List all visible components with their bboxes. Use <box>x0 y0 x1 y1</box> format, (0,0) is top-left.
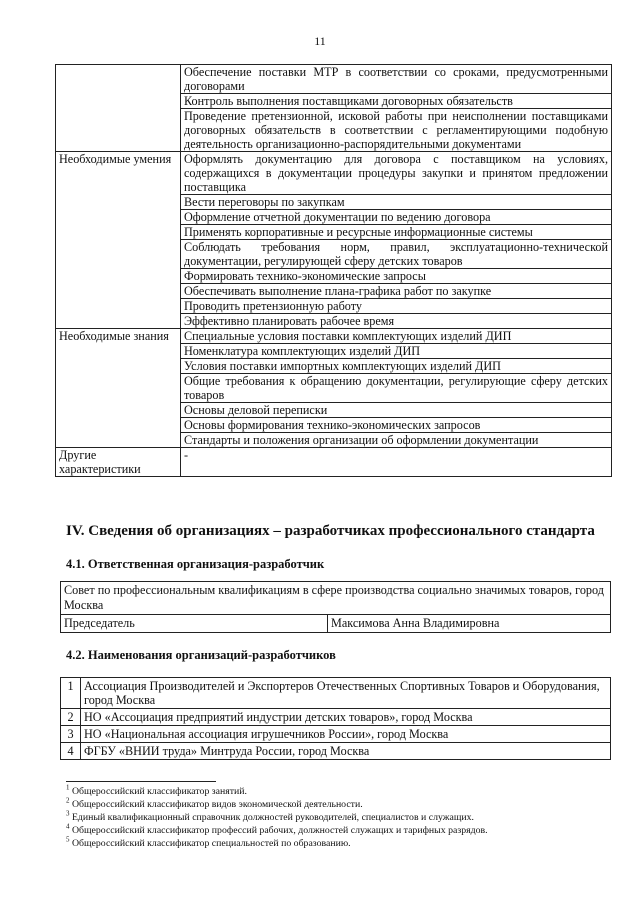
row-number: 1 <box>61 678 81 709</box>
table-row <box>61 615 611 633</box>
row-item: - <box>181 448 612 477</box>
row-item: Вести переговоры по закупкам <box>181 195 612 210</box>
row-item: Обеспечивать выполнение плана-графика работ по закупке <box>181 284 612 299</box>
row-item: Основы формирования технико-экономических запросов <box>181 418 612 433</box>
table-row <box>61 678 611 709</box>
row-item: Проводить претензионную работу <box>181 299 612 314</box>
row-item: Формировать технико-экономические запросы <box>181 269 612 284</box>
row-item: Номенклатура комплектующих изделий ДИП <box>181 344 612 359</box>
row-item: Применять корпоративные и ресурсные информационные системы <box>181 225 612 240</box>
footnote <box>66 837 611 850</box>
footnote <box>66 811 611 824</box>
row-item: Стандарты и положения организации об оформлении документации <box>181 433 612 448</box>
organization-name: Ассоциация Производителей и Экспортеров Отечественных Спортивных Товаров и Оборудования, город Москва <box>81 678 611 709</box>
footnote-text: Общероссийский классификатор специальностей по образованию. <box>71 838 351 849</box>
table-row <box>61 743 611 760</box>
footnote-text: Единый квалификационный справочник должностей руководителей, специалистов и служащих. <box>71 812 474 823</box>
footnote-text: Общероссийский классификатор видов экономической деятельности. <box>71 799 363 810</box>
responsible-organization-name: Совет по профессиональным квалификациям в сфере производства социально значимых товаров, город Москва <box>61 582 611 615</box>
chairman-name: Максимова Анна Владимировна <box>328 615 611 633</box>
footnote-text: Общероссийский классификатор занятий. <box>71 786 247 797</box>
developer-organizations-table <box>60 677 611 760</box>
row-label <box>56 65 181 152</box>
row-item: Обеспечение поставки МТР в соответствии со сроками, предусмотренными договорами <box>181 65 612 94</box>
responsible-organization-table <box>60 581 611 633</box>
row-item: Общие требования к обращению документации, регулирующие сферу детских товаров <box>181 374 612 403</box>
table-row <box>56 329 612 344</box>
footnote <box>66 824 611 837</box>
row-number: 4 <box>61 743 81 760</box>
organization-name: НО «Национальная ассоциация игрушечников России», город Москва <box>81 726 611 743</box>
chairman-role: Председатель <box>61 615 328 633</box>
row-label: Необходимые знания <box>56 329 181 448</box>
organization-name: ФГБУ «ВНИИ труда» Минтруда России, город Москва <box>81 743 611 760</box>
footnote-mark: 4 <box>66 822 70 831</box>
footnote-text: Общероссийский классификатор профессий рабочих, должностей служащих и тарифных разрядов. <box>71 825 488 836</box>
footnote-mark: 3 <box>66 809 70 818</box>
footnote-mark: 1 <box>66 783 70 792</box>
table-row <box>56 65 612 94</box>
footnote-mark: 5 <box>66 835 70 844</box>
table-row <box>61 709 611 726</box>
footnote <box>66 785 611 798</box>
organization-name: НО «Ассоциация предприятий индустрии детских товаров», город Москва <box>81 709 611 726</box>
table-row <box>56 152 612 195</box>
row-label: Другие характеристики <box>56 448 181 477</box>
row-item: Соблюдать требования норм, правил, эксплуатационно-технической документации, регулирующей сферу детских товаров <box>181 240 612 269</box>
table-row <box>61 726 611 743</box>
footnote-divider <box>66 781 216 782</box>
row-item: Оформлять документацию для договора с поставщиком на условиях, содержащихся в документации процедуры закупки и принятом предложении поставщика <box>181 152 612 195</box>
row-item: Специальные условия поставки комплектующих изделий ДИП <box>181 329 612 344</box>
page-number: 11 <box>314 34 326 48</box>
row-item: Эффективно планировать рабочее время <box>181 314 612 329</box>
table-row <box>56 448 612 477</box>
row-item: Контроль выполнения поставщиками договорных обязательств <box>181 94 612 109</box>
row-item: Оформление отчетной документации по ведению договора <box>181 210 612 225</box>
row-item: Условия поставки импортных комплектующих изделий ДИП <box>181 359 612 374</box>
row-number: 3 <box>61 726 81 743</box>
row-item: Проведение претензионной, исковой работы при неисполнении поставщиками договорных обязательств в соответствии с регламентирующими подобную деятельность организационно-распорядительными документами <box>181 109 612 152</box>
subsection-4-1-title: 4.1. Ответственная организация-разработчик <box>66 557 325 571</box>
section-iv-title: IV. Сведения об организациях – разработчиках профессионального стандарта <box>66 523 595 539</box>
row-item: Основы деловой переписки <box>181 403 612 418</box>
row-number: 2 <box>61 709 81 726</box>
table-row <box>61 582 611 615</box>
row-label: Необходимые умения <box>56 152 181 329</box>
footnotes <box>66 785 611 850</box>
skills-table <box>55 64 612 477</box>
subsection-4-2-title: 4.2. Наименования организаций-разработчиков <box>66 648 336 662</box>
footnote <box>66 798 611 811</box>
footnote-mark: 2 <box>66 796 70 805</box>
